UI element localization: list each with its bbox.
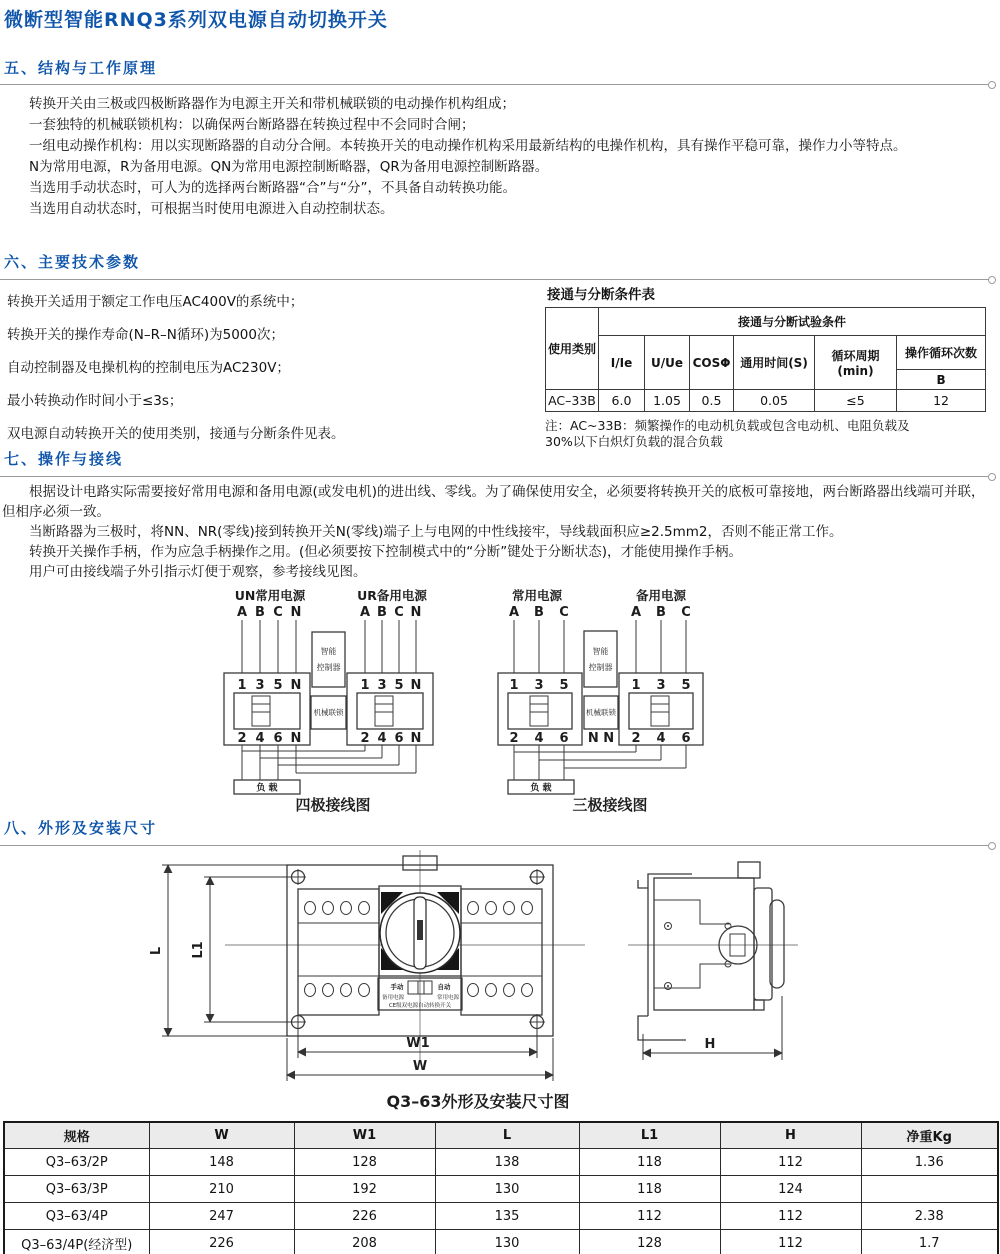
phase-label: B <box>656 605 666 620</box>
table-cell: 12 <box>897 390 986 412</box>
terminal-label: 1 <box>237 678 247 693</box>
divider-line <box>0 845 989 846</box>
col-header: I/Ie <box>599 336 645 390</box>
interlock-label: 机械联锁 <box>313 708 344 717</box>
table-cell: 130 <box>435 1176 579 1203</box>
phase-label: N <box>290 605 302 620</box>
terminal-label: 6 <box>273 731 283 746</box>
table-cell: 0.5 <box>690 390 734 412</box>
controller-label: 智能 <box>592 647 609 656</box>
page-title: 微断型智能RNQ3系列双电源自动切换开关 <box>4 9 388 31</box>
section-7-body <box>2 482 998 582</box>
terminal-label: 5 <box>273 678 283 693</box>
terminal-label: N <box>410 678 422 693</box>
phase-label: C <box>559 605 569 620</box>
paragraph: 一套独特的机械联锁机构：以确保两台断路器在转换过程中不会同时合闸； <box>29 117 475 133</box>
terminal-label: 2 <box>509 731 519 746</box>
diagram-caption: 三极接线图 <box>572 796 648 814</box>
table-cell: 192 <box>294 1176 435 1203</box>
terminal-label: 1 <box>509 678 519 693</box>
col-header: H <box>720 1122 861 1149</box>
table-cell: 118 <box>579 1149 720 1176</box>
phase-label: C <box>273 605 283 620</box>
col-header: 净重Kg <box>861 1122 998 1149</box>
table-cell <box>861 1176 998 1203</box>
section-8-heading: 八、外形及安装尺寸 <box>4 819 158 837</box>
right-module <box>461 889 542 1015</box>
phase-label: B <box>534 605 544 620</box>
paragraph: 当选用手动状态时，可人为的选择两台断路器“合”与“分”，不具备自动转换功能。 <box>29 180 516 196</box>
table-cell: Q3–63/4P <box>4 1203 149 1230</box>
terminal-label: 1 <box>631 678 641 693</box>
load-label: 负 载 <box>530 783 552 794</box>
col-header: W <box>149 1122 294 1149</box>
table-cell: 6.0 <box>599 390 645 412</box>
terminal-label: 4 <box>534 731 544 746</box>
load-wires <box>242 745 416 780</box>
controller-label: 智能 <box>320 647 337 656</box>
table-cell: 112 <box>579 1203 720 1230</box>
table-cell: 1.36 <box>861 1149 998 1176</box>
phase-label: A <box>359 605 371 620</box>
terminal-label: 4 <box>377 731 387 746</box>
section-divider <box>0 473 996 481</box>
col-header: 操作循环次数 <box>897 336 986 370</box>
terminal-label: 3 <box>255 678 265 693</box>
parameter-line: 最小转换动作时间小于≤3s； <box>7 393 183 409</box>
diagram-caption: 四极接线图 <box>295 796 371 814</box>
table-cell: 1.7 <box>861 1230 998 1254</box>
front-view <box>149 850 585 1081</box>
terminal-label: 6 <box>681 731 691 746</box>
divider-line <box>0 476 989 477</box>
dim-label-W1: W1 <box>406 1036 430 1051</box>
paragraph: 一组电动操作机构：用以实现断路器的自动分合闸。本转换开关的电动操作机构采用最新结构的电操作机构，具有操作平稳可靠，操作力小等特点。 <box>29 138 907 154</box>
dimension-H <box>643 996 782 1060</box>
section-divider <box>0 81 996 89</box>
table-cell: 226 <box>149 1230 294 1254</box>
four-pole-wiring-diagram <box>188 586 488 814</box>
section-5-body <box>2 94 998 220</box>
col-header: L <box>435 1122 579 1149</box>
col-header: COSΦ <box>690 336 734 390</box>
paragraph: 当断路器为三极时，将NN、NR(零线)接到转换开关N(零线)端子上与电网的中性线接牢，导线载面积应≥2.5mm2，否则不能正常工作。 <box>29 524 843 540</box>
col-header: W1 <box>294 1122 435 1149</box>
source-label: UR备用电源 <box>357 588 427 603</box>
auto-label: 自动 <box>437 983 451 991</box>
table-cell: 128 <box>294 1149 435 1176</box>
table-cell: 1.05 <box>645 390 690 412</box>
note-line: 注：AC~33B：频繁操作的电动机负载或包含电动机、电阻负载及 <box>545 418 910 433</box>
backup-source-label: 备用电源 <box>381 995 405 1001</box>
rotary-knob-unit <box>379 886 461 976</box>
table-note <box>545 418 1000 450</box>
left-module <box>298 889 379 1015</box>
paragraph: 根据设计电路实际需要接好常用电源和备用电源(或发电机)的进出线、零线。为了确保使用安全，必须要将转换开关的底板可靠接地，两台断路器出线端可并联，但相序必须一致。 <box>2 484 985 520</box>
phase-label: N <box>410 605 422 620</box>
drawing-caption: Q3–63外形及安装尺寸图 <box>386 1092 570 1111</box>
terminal-label: 2 <box>360 731 370 746</box>
table-cell: 138 <box>435 1149 579 1176</box>
section-7-heading: 七、操作与接线 <box>4 450 124 468</box>
parameter-line: 自动控制器及电操机构的控制电压为AC230V； <box>7 360 290 376</box>
interlock-label: 机械联锁 <box>586 708 616 717</box>
condition-table-title: 接通与分断条件表 <box>547 287 655 303</box>
table-cell: 148 <box>149 1149 294 1176</box>
interlock-box <box>584 696 618 729</box>
condition-table <box>545 307 986 412</box>
table-cell: 130 <box>435 1230 579 1254</box>
test-conditions-header: 接通与分断试验条件 <box>599 308 986 336</box>
terminal-label: 4 <box>656 731 666 746</box>
phase-label: A <box>630 605 642 620</box>
source-label: UN常用电源 <box>234 588 306 603</box>
paragraph: 用户可由接线端子外引指示灯便于观察，参考接线见图。 <box>29 564 367 580</box>
source-label: 常用电源 <box>511 588 563 603</box>
interlock-box <box>311 696 346 729</box>
divider-end-circle <box>988 81 996 89</box>
table-row <box>4 1203 998 1230</box>
table-cell: 118 <box>579 1176 720 1203</box>
parameter-line: 转换开关适用于额定工作电压AC400V的系统中； <box>7 294 304 310</box>
parameter-line: 双电源自动转换开关的使用类别，接通与分断条件见表。 <box>7 426 345 442</box>
neutral-label: N N <box>587 731 615 746</box>
divider-line <box>0 84 989 85</box>
table-cell: ≤5 <box>815 390 897 412</box>
parameter-line: 转换开关的操作寿命(N–R–N循环)为5000次； <box>7 327 284 343</box>
terminal-label: 5 <box>559 678 569 693</box>
phase-label: A <box>508 605 520 620</box>
dim-label-W: W <box>412 1059 428 1074</box>
ce-label: CE级双电源自动转换开关 <box>388 1003 452 1009</box>
col-header: 规格 <box>4 1122 149 1149</box>
divider-line <box>0 279 989 280</box>
table-cell: 208 <box>294 1230 435 1254</box>
table-cell: AC–33B <box>546 390 599 412</box>
terminal-label: 2 <box>237 731 247 746</box>
dim-label-L1: L1 <box>191 941 206 959</box>
col-header: U/Ue <box>645 336 690 390</box>
three-pole-wiring-diagram <box>480 586 780 814</box>
outline-drawing <box>140 848 1000 1118</box>
dimension-table <box>3 1121 999 1254</box>
table-row <box>4 1176 998 1203</box>
paragraph: 转换开关操作手柄，作为应急手柄操作之用。(但必须要按下控制模式中的“分断”键处于分断状态)，才能使用操作手柄。 <box>29 544 743 560</box>
paragraph: 当选用自动状态时，可根据当时使用电源进入自动控制状态。 <box>29 201 394 217</box>
table-cell: Q3–63/3P <box>4 1176 149 1203</box>
table-cell: 0.05 <box>734 390 815 412</box>
table-cell: 247 <box>149 1203 294 1230</box>
divider-end-circle <box>988 473 996 481</box>
table-cell: 112 <box>720 1149 861 1176</box>
phase-label: C <box>681 605 691 620</box>
table-cell: 226 <box>294 1203 435 1230</box>
phase-label: B <box>255 605 265 620</box>
load-box <box>508 780 574 794</box>
technical-parameters <box>7 293 527 458</box>
table-cell: 124 <box>720 1176 861 1203</box>
note-line: 30%以下白炽灯负载的混合负载 <box>545 434 723 449</box>
table-cell: 135 <box>435 1203 579 1230</box>
table-cell: Q3–63/4P(经济型) <box>4 1230 149 1254</box>
terminal-label: 2 <box>631 731 641 746</box>
terminal-label: 1 <box>360 678 370 693</box>
condition-table-block <box>545 283 1000 450</box>
side-view <box>628 862 798 1060</box>
phase-label: A <box>236 605 248 620</box>
controller-label: 控制器 <box>316 663 341 672</box>
table-cell: 112 <box>720 1203 861 1230</box>
table-row <box>4 1230 998 1254</box>
normal-source-label: 常用电源 <box>436 995 460 1001</box>
dimension-L1 <box>191 877 292 1022</box>
usage-class-header: 使用类别 <box>546 308 599 390</box>
sub-header-b: B <box>897 370 986 390</box>
terminal-label: N <box>290 731 302 746</box>
col-header: L1 <box>579 1122 720 1149</box>
terminal-label: 5 <box>394 678 404 693</box>
phase-label: B <box>377 605 387 620</box>
section-6-heading: 六、主要技术参数 <box>4 253 141 271</box>
manual-label: 手动 <box>390 983 404 991</box>
table-row <box>4 1149 998 1176</box>
dimension-W1 <box>298 1030 537 1058</box>
table-cell: 210 <box>149 1176 294 1203</box>
dim-label-L: L <box>149 946 164 956</box>
load-box <box>234 780 300 794</box>
terminal-label: N <box>290 678 302 693</box>
table-cell: 2.38 <box>861 1203 998 1230</box>
table-header-row <box>4 1122 998 1149</box>
load-wires <box>514 745 686 780</box>
terminal-label: 4 <box>255 731 265 746</box>
phase-label: C <box>394 605 404 620</box>
terminal-label: 3 <box>534 678 544 693</box>
dimension-L <box>149 865 290 1036</box>
table-cell: Q3–63/2P <box>4 1149 149 1176</box>
paragraph: 转换开关由三极或四极断路器作为电源主开关和带机械联锁的电动操作机构组成； <box>29 96 515 112</box>
col-header: 循环周期(min) <box>815 336 897 390</box>
table-cell: 128 <box>579 1230 720 1254</box>
terminal-label: 5 <box>681 678 691 693</box>
terminal-label: N <box>410 731 422 746</box>
terminal-label: 3 <box>656 678 666 693</box>
source-label: 备用电源 <box>635 588 687 603</box>
terminal-label: 6 <box>394 731 404 746</box>
controller-box <box>584 631 617 687</box>
load-label: 负 载 <box>256 783 278 794</box>
col-header: 通用时间(S) <box>734 336 815 390</box>
terminal-label: 6 <box>559 731 569 746</box>
controller-label: 控制器 <box>588 663 613 672</box>
paragraph: N为常用电源，R为备用电源。QN为常用电源控制断略器，QR为备用电源控制断路器。 <box>29 159 549 175</box>
table-cell: 112 <box>720 1230 861 1254</box>
dim-label-H: H <box>704 1037 716 1052</box>
terminal-label: 3 <box>377 678 387 693</box>
section-5-heading: 五、结构与工作原理 <box>4 59 158 77</box>
controller-box <box>312 632 345 687</box>
